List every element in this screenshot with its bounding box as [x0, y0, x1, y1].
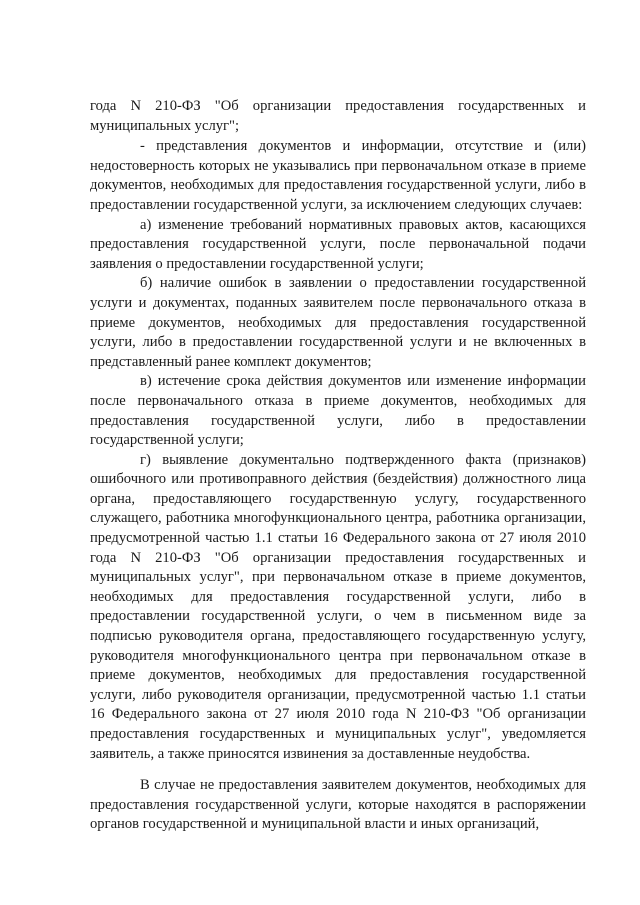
paragraph-item-a: а) изменение требований нормативных правовых актов, касающихся предоставления государственной услуги, после первоначальной подачи заявления о предоставлении государственной услуги; [90, 216, 586, 272]
document-page [90, 97, 586, 835]
paragraph-item-v: в) истечение срока действия документов или изменение информации после первоначального отказа в приеме документов, необходимых для предоставления государственной услуги, либо в предоставлении государственной услуги; [90, 373, 586, 449]
paragraph-documents-clause: - представления документов и информации, отсутствие и (или) недостоверность которых не указывались при первоначальном отказе в приеме документов, необходимых для предоставления государственной услуги, либо в предоставлении государственной услуги, за исключением следующих случаев: [90, 138, 586, 213]
paragraph-law-reference: года N 210-ФЗ "Об организации предоставления государственных и муниципальных услуг"; [90, 98, 586, 134]
paragraph-item-b: б) наличие ошибок в заявлении о предоставлении государственной услуги и документах, поданных заявителем после первоначального отказа в приеме документов, необходимых для предоставления государственной услуги, либо в предоставлении государственной услуги и не включенных в представленный ранее комплект документов; [90, 275, 586, 370]
paragraph-item-g: г) выявление документально подтвержденного факта (признаков) ошибочного или противоправного действия (бездействия) должностного лица органа, предоставляющего государственную услугу, государственного служащего, работника многофункционального центра, работника организации, предусмотренной частью 1.1 статьи 16 Федерального закона от 27 июля 2010 года N 210-ФЗ "Об организации предоставления государственных и муниципальных услуг", при первоначальном отказе в приеме документов, необходимых для предоставления государственной услуги, либо в предоставлении государственной услуги, о чем в письменном виде за подписью руководителя органа, предоставляющего государственную услугу, руководителя многофункционального центра при первоначальном отказе в приеме документов, необходимых для предоставления государственной услуги, либо руководителя организации, предусмотренной частью 1.1 статьи 16 Федерального закона от 27 июля 2010 года N 210-ФЗ "Об организации предоставления государственных и муниципальных услуг", уведомляется заявитель, а также приносятся извинения за доставленные неудобства. [90, 451, 586, 762]
paragraph-closing: В случае не предоставления заявителем документов, необходимых для предоставления государственной услуги, которые находятся в распоряжении органов государственной и муниципальной власти и иных организаций, [90, 777, 586, 833]
